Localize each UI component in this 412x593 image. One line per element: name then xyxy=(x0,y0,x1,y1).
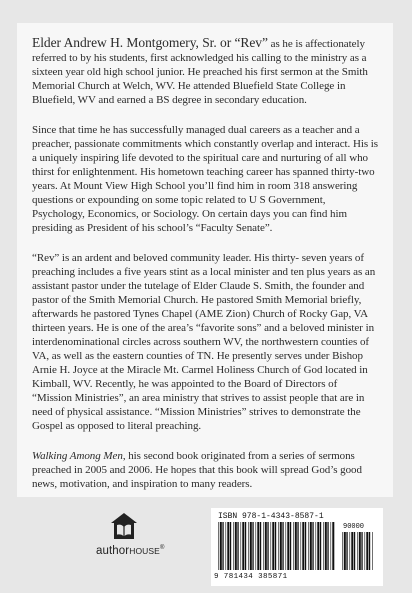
barcode-stripe xyxy=(302,522,304,570)
bio-paragraph-2: Since that time he has successfully managed dual careers as a teacher and a preacher, passionate commitments which constantly overlap and interact. His is a uniquely inspiring life devoted to the spiritual care and nurturing of all who thirst for enlightenment. His hometown teaching career has spanned thirty-two years. At Mount View High School you’ll find him in room 318 answering questions or expounding on some topic related to U S Government, Psychology, Economics, or Sociology. On certain days you can find him presiding as President of his school’s “Faculty Senate”. xyxy=(32,124,379,234)
barcode-stripe xyxy=(271,522,272,570)
barcode-stripe xyxy=(346,532,347,570)
barcode-stripe xyxy=(220,522,222,570)
barcode-stripe xyxy=(308,522,309,570)
barcode-stripe xyxy=(323,522,324,570)
price-code: 90000 xyxy=(343,523,365,531)
barcode-stripe xyxy=(365,532,366,570)
bio-paragraph-4-text: , his second book originated from a series of sermons preached in 2005 and 2006. He hopes that this book will spread God’s good news, motivation, and inspiration to many readers. xyxy=(32,450,362,490)
barcode-stripe xyxy=(252,522,253,570)
addon-barcode-bars xyxy=(341,532,375,570)
barcode-stripe xyxy=(257,522,259,570)
barcode-stripe xyxy=(372,532,373,570)
barcode-stripe xyxy=(325,522,327,570)
barcode-stripe xyxy=(301,522,302,570)
barcode-stripe xyxy=(297,522,298,570)
bio-paragraph-1-text: as he is affectionately referred to by his students, first acknowledged his calling to the ministry as a sixteen year old high school junior. He preached his first sermon at the Smith Memorial Church at Welch, WV. He attended Bluefield State College in Bluefield, WV and earned a BS degree in secondary education. xyxy=(32,38,368,106)
barcode-stripe xyxy=(317,522,319,570)
barcode-stripe xyxy=(361,532,362,570)
barcode-stripe xyxy=(260,522,261,570)
barcode-stripe xyxy=(242,522,244,570)
isbn-text: ISBN 978-1-4343-8587-1 xyxy=(218,512,324,521)
barcode-stripe xyxy=(226,522,227,570)
barcode-stripe xyxy=(332,522,334,570)
barcode-stripe xyxy=(272,522,274,570)
barcode-stripe xyxy=(293,522,294,570)
barcode-stripe xyxy=(327,522,328,570)
barcode-stripe xyxy=(359,532,361,570)
barcode-stripe xyxy=(280,522,282,570)
author-bio-box xyxy=(17,23,393,497)
barcode-stripe xyxy=(248,522,249,570)
isbn-barcode xyxy=(211,508,383,586)
barcode-stripe xyxy=(233,522,234,570)
barcode-stripe xyxy=(218,522,219,570)
barcode-stripe xyxy=(310,522,312,570)
barcode-stripe xyxy=(278,522,279,570)
barcode-stripe xyxy=(230,522,231,570)
barcode-stripe xyxy=(354,532,355,570)
publisher-logo xyxy=(96,512,202,576)
publisher-name: authorHOUSE® xyxy=(96,545,165,557)
barcode-stripe xyxy=(312,522,313,570)
barcode-stripe xyxy=(265,522,267,570)
barcode-stripe xyxy=(282,522,283,570)
barcode-stripe xyxy=(237,522,238,570)
book-title: Walking Among Men xyxy=(32,450,123,462)
barcode-stripe xyxy=(250,522,252,570)
barcode-stripe xyxy=(256,522,257,570)
barcode-stripe xyxy=(263,522,264,570)
barcode-stripe xyxy=(342,532,343,570)
bio-lead: Elder Andrew H. Montgomery, Sr. or “Rev” xyxy=(32,35,268,50)
barcode-stripe xyxy=(286,522,287,570)
bio-paragraph-3: “Rev” is an ardent and beloved community leader. His thirty- seven years of preaching includes a five years stint as a local minister and ten plus years as an assistant pastor under the tutelage of Elder Claude S. Smith, the founder and pastor of the Smith Memorial Church. He pastored Smith Memorial briefly, afterwards he pastored Tynes Chapel (AME Zion) Church of Rocky Gap, VA thirteen years. He is one of the area’s “favorite sons” and a beloved minister in interdenominational circles across southern WV, the northwestern counties of VA, as well as the eastern counties of TN. He presently serves under Bishop Arnie H. Joyce at the Miracle Mt. Carmel Holiness Church of God located in Kimball, WV. Recently, he was appointed to the Board of Directors of “Mission Ministries”, an area ministry that strives to assist people that are in need of physical assistance. “Mission Ministries” strives to demonstrate the Gospel as opposed to literal preaching. xyxy=(32,252,376,432)
barcode-stripe xyxy=(235,522,237,570)
barcode-stripe xyxy=(369,532,370,570)
barcode-stripe xyxy=(275,522,276,570)
barcode-stripe xyxy=(287,522,289,570)
barcode-stripe xyxy=(295,522,297,570)
barcode-stripe xyxy=(351,532,353,570)
barcode-stripe xyxy=(227,522,229,570)
barcode-stripe xyxy=(331,522,332,570)
bio-paragraph-4 xyxy=(32,449,379,491)
barcode-stripe xyxy=(245,522,246,570)
barcode-stripe xyxy=(290,522,291,570)
barcode-stripe xyxy=(222,522,223,570)
barcode-stripe xyxy=(344,532,346,570)
barcode-number: 9 781434 385871 xyxy=(214,573,288,581)
barcode-stripe xyxy=(320,522,321,570)
barcode-stripe xyxy=(316,522,317,570)
barcode-stripe xyxy=(267,522,268,570)
barcode-stripe xyxy=(350,532,351,570)
barcode-bars xyxy=(217,522,335,570)
book-house-icon xyxy=(110,512,138,540)
barcode-stripe xyxy=(357,532,358,570)
bio-paragraph-1 xyxy=(32,36,379,107)
barcode-stripe xyxy=(305,522,306,570)
barcode-stripe xyxy=(241,522,242,570)
barcode-stripe xyxy=(366,532,368,570)
